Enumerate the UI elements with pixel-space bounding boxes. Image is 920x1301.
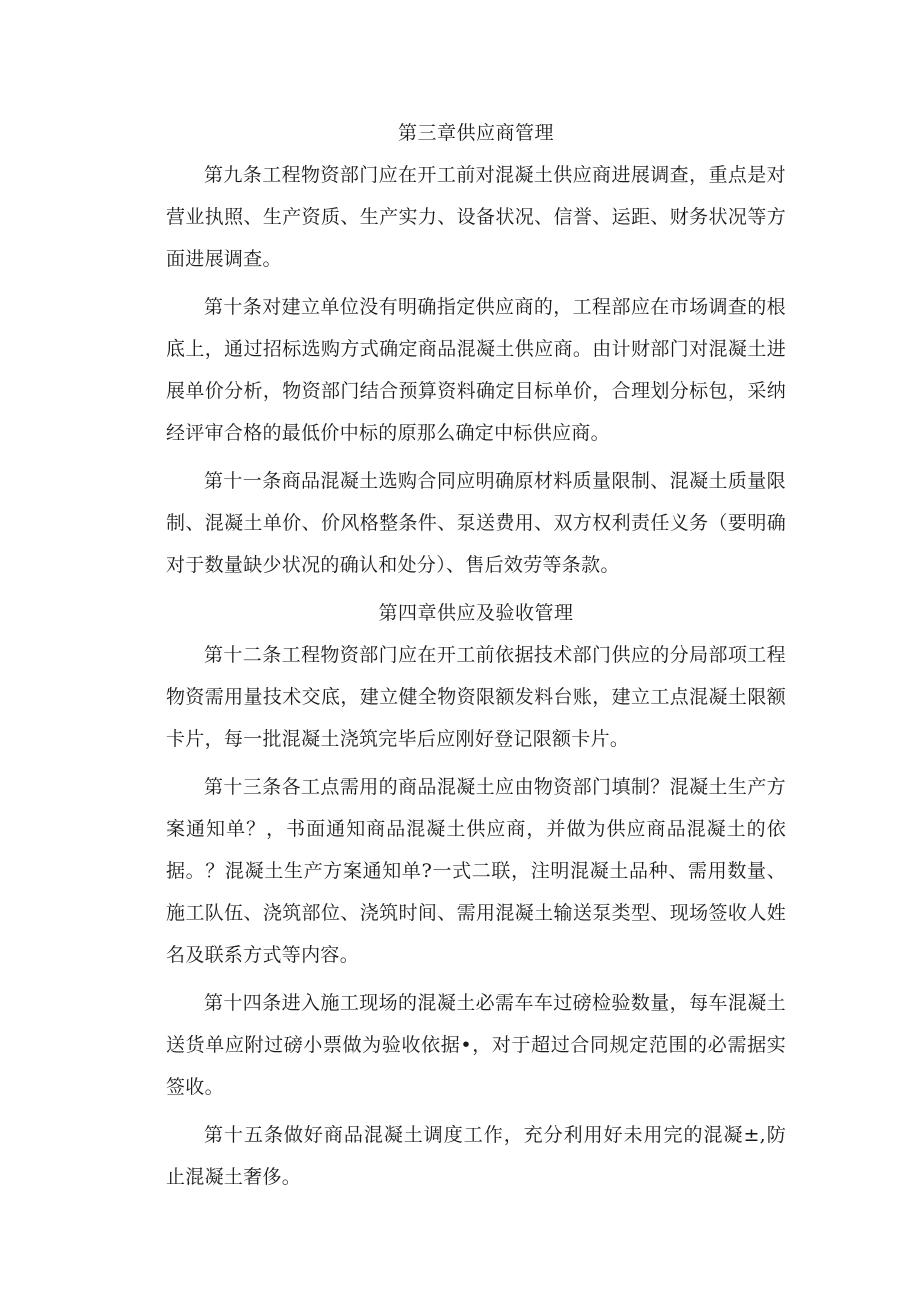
article-11: 第十一条商品混凝土选购合同应明确原材料质量限制、混凝土质量限制、混凝土单价、价风格整条件、泵送费用、双方权利责任义务（要明确对于数量缺少状况的确认和处分）、售后效劳等条款。 (166, 470, 786, 576)
article-10: 第十条对建立单位没有明确指定供应商的，工程部应在市场调查的根底上，通过招标选购方式确定商品混凝土供应商。由计财部门对混凝土进展单价分析，物资部门结合预算资料确定目标单价，合理划分标包，采纳经评审合格的最低价中标的原那么确定中标供应商。 (166, 296, 786, 444)
document-body (166, 112, 786, 1204)
chapter-3-title: 第三章供应商管理 (397, 122, 554, 144)
article-9: 第九条工程物资部门应在开工前对混凝土供应商进展调查，重点是对营业执照、生产资质、生产实力、设备状况、信誉、运距、财务状况等方面进展调查。 (166, 164, 786, 270)
article-14: 第十四条进入施工现场的混凝土必需车车过磅检验数量，每车混凝土送货单应附过磅小票做为验收依据•，对于超过合同规定范围的必需据实签收。 (166, 992, 786, 1098)
chapter-4-title: 第四章供应及验收管理 (378, 602, 574, 624)
article-13: 第十三条各工点需用的商品混凝土应由物资部门填制？混凝土生产方案通知单？，书面通知商品混凝土供应商，并做为供应商品混凝土的依据。？混凝土生产方案通知单?一式二联，注明混凝土品种、需用数量、施工队伍、浇筑部位、浇筑时间、需用混凝土输送泵类型、现场签收人姓名及联系方式等内容。 (166, 776, 786, 966)
article-15: 第十五条做好商品混凝土调度工作，充分利用好未用完的混凝±,防止混凝土奢侈。 (166, 1124, 786, 1188)
article-12: 第十二条工程物资部门应在开工前依据技术部门供应的分局部项工程物资需用量技术交底，建立健全物资限额发料台账，建立工点混凝土限额卡片，每一批混凝土浇筑完毕后应刚好登记限额卡片。 (166, 644, 786, 750)
